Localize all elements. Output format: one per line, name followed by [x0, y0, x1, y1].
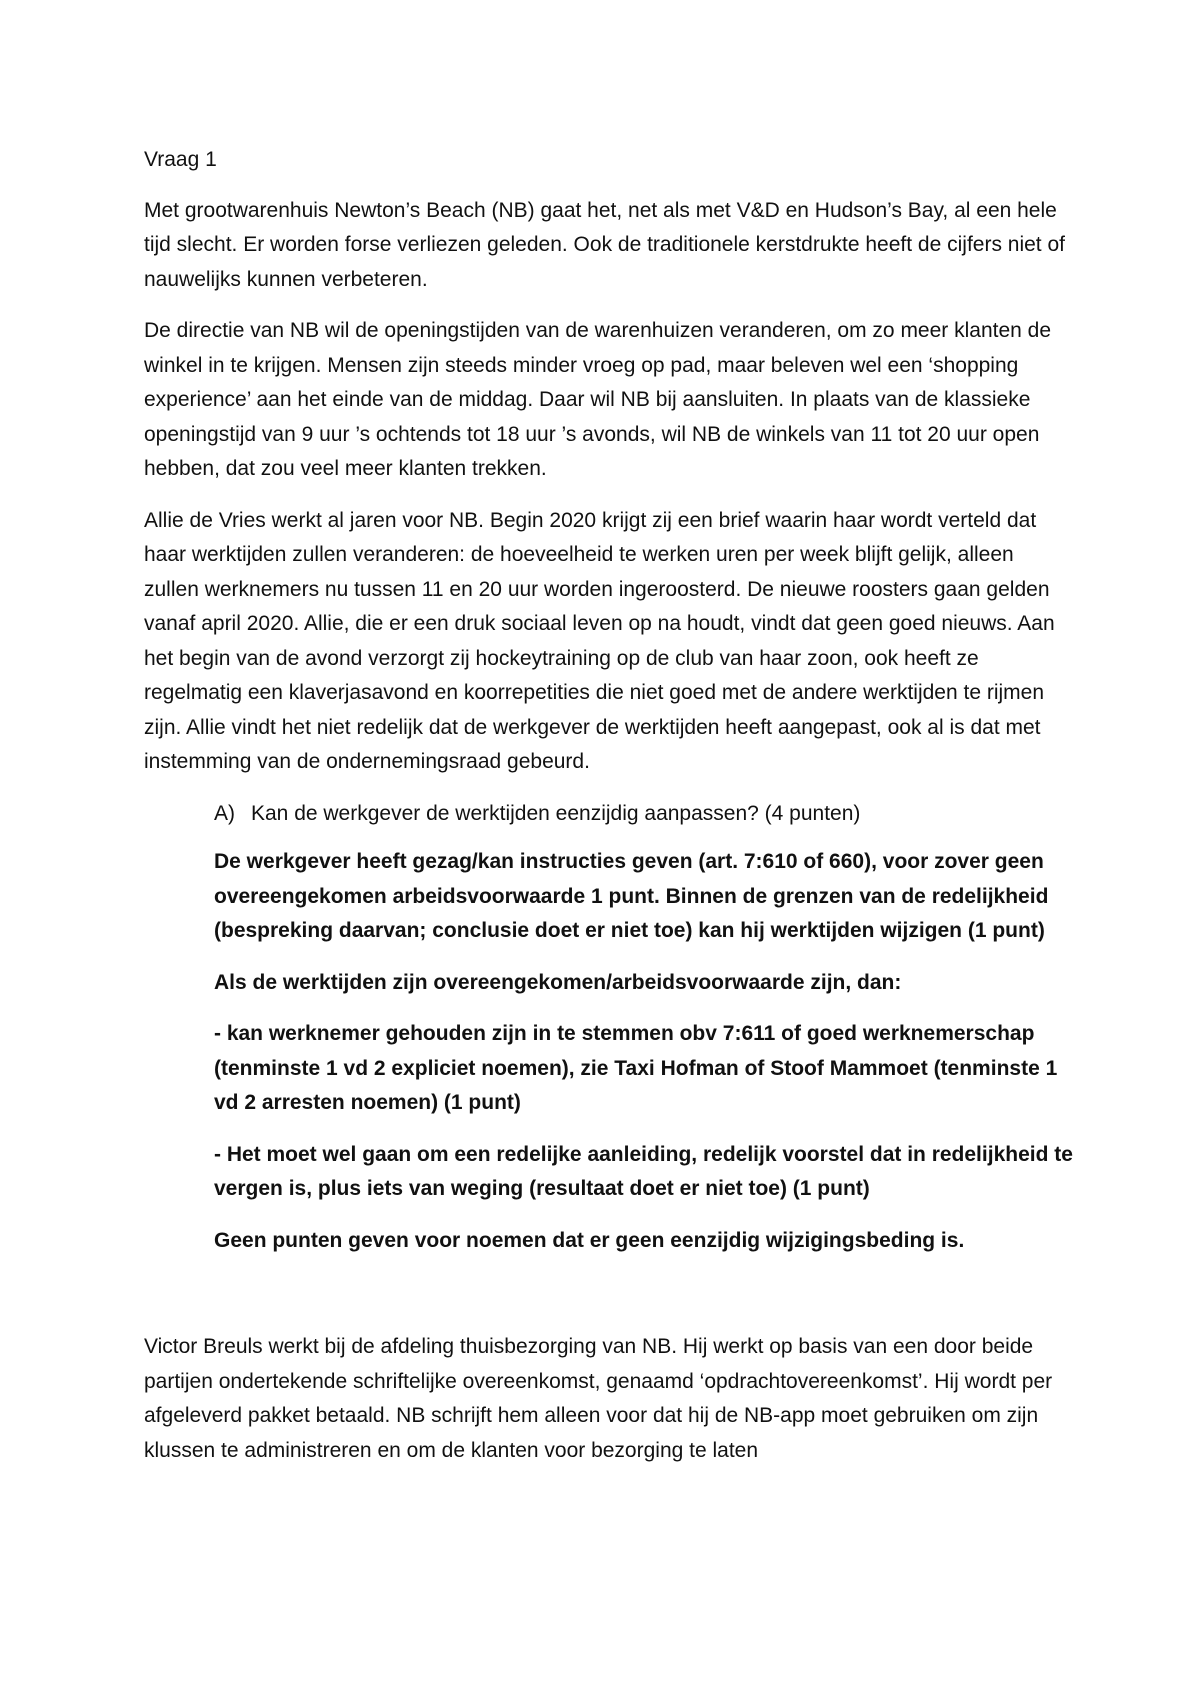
case-paragraph-3: Allie de Vries werkt al jaren voor NB. Begin 2020 krijgt zij een brief waarin haar wordt verteld dat haar werktijden zullen veranderen: de hoeveelheid te werken uren per week blijft gelijk, alleen zullen werknemers nu tussen 11 en 20 uur worden ingeroosterd. De nieuwe roosters gaan gelden vanaf april 2020. Allie, die er een druk sociaal leven op na houdt, vindt dat geen goed nieuws. Aan het begin van de avond verzorgt zij hockeytraining op de club van haar zoon, ook heeft ze regelmatig een klaverjasavond en koorrepetities die niet goed met de andere werktijden te rijmen zijn. Allie vindt het niet redelijk dat de werkgever de werktijden heeft aangepast, ook al is dat met instemming van de ondernemingsraad gebeurd.	[144, 508, 1055, 773]
case-paragraph-2: De directie van NB wil de openingstijden van de warenhuizen veranderen, om zo meer klanten de winkel in te krijgen. Mensen zijn steeds minder vroeg op pad, maar beleven wel een ‘shopping experience’ aan het einde van de middag. Daar wil NB bij aansluiten. In plaats van de klassieke openingstijd van 9 uur ’s ochtends tot 18 uur ’s avonds, wil NB de winkels van 11 tot 20 uur open hebben, dat zou veel meer klanten trekken.	[144, 319, 1052, 480]
answer-paragraph-1: De werkgever heeft gezag/kan instructies geven (art. 7:610 of 660), voor zover geen overeengekomen arbeidsvoorwaarde 1 punt. Binnen de grenzen van de redelijkheid (bespreking daarvan; conclusie doet er niet toe) kan hij werktijden wijzigen (1 punt)	[214, 850, 1049, 942]
question-title: Vraag 1	[144, 148, 217, 171]
answer-paragraph-4: - Het moet wel gaan om een redelijke aanleiding, redelijk voorstel dat in redelijkheid te vergen is, plus iets van weging (resultaat doet er niet toe) (1 punt)	[214, 1142, 1073, 1200]
answer-paragraph-2: Als de werktijden zijn overeengekomen/arbeidsvoorwaarde zijn, dan:	[214, 970, 902, 994]
section-spacer	[144, 1275, 1074, 1330]
document-content	[144, 143, 1074, 1485]
case-paragraph-1: Met grootwarenhuis Newton’s Beach (NB) gaat het, net als met V&D en Hudson’s Bay, al een hele tijd slecht. Er worden forse verliezen geleden. Ook de traditionele kerstdrukte heeft de cijfers niet of nauwelijks kunnen verbeteren.	[144, 198, 1065, 291]
sub-question-text: Kan de werkgever de werktijden eenzijdig aanpassen? (4 punten)	[251, 801, 861, 825]
sub-question-label: A)	[214, 801, 235, 825]
sub-question-a	[214, 797, 1074, 832]
answer-paragraph-3: - kan werknemer gehouden zijn in te stemmen obv 7:611 of goed werknemerschap (tenminste 1 vd 2 expliciet noemen), zie Taxi Hofman of Stoof Mammoet (tenminste 1 vd 2 arresten noemen) (1 punt)	[214, 1022, 1058, 1114]
answer-paragraph-5: Geen punten geven voor noemen dat er geen eenzijdig wijzigingsbeding is.	[214, 1228, 965, 1252]
closing-paragraph: Victor Breuls werkt bij de afdeling thuisbezorging van NB. Hij werkt op basis van een door beide partijen ondertekende schriftelijke overeenkomst, genaamd ‘opdrachtovereenkomst’. Hij wordt per afgeleverd pakket betaald. NB schrijft hem alleen voor dat hij de NB-app moet gebruiken om zijn klussen te administreren en om de klanten voor bezorging te laten	[144, 1335, 1053, 1462]
